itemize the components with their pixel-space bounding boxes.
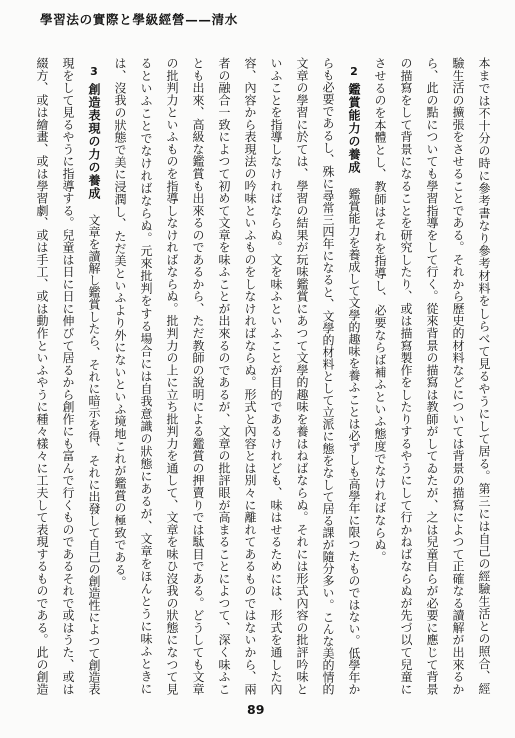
column-text: 文章を讀解し鑑賞したら、それに暗示を得、それに出發して自己の創造性によつて創造表: [87, 214, 101, 695]
column-text: の批判力といふものを指導しなければならぬ。批判力の上に立ち批判力を通して、文章を味ひ沒我の狀態になつて見: [165, 57, 179, 695]
column-text: いふことを指導しなければならぬ。文を味ふといふことが目的であるけれども、味はせるためには、形式を通した內: [269, 57, 283, 695]
text-column: [29, 57, 55, 695]
text-column: [419, 57, 445, 695]
text-column: [263, 57, 289, 695]
section-number: 3: [90, 65, 98, 78]
text-column: [133, 57, 159, 695]
text-column: [289, 57, 315, 695]
text-column: [445, 57, 471, 695]
column-text: とも出來、高級な鑑賞も出來るのであるから、ただ教師の說明による鑑賞の押賣りでは駄目である。どうしても文章: [191, 57, 205, 695]
text-column: [471, 57, 497, 695]
running-header: 學習法の實際と學級經營——清水: [40, 12, 239, 27]
vertical-text-body: [29, 57, 497, 695]
text-column: [159, 57, 185, 695]
column-text: させるのを本體とし、教師はそれを指導し、必要ならば補ふといふ態度でなければならぬ。: [373, 57, 387, 564]
text-column: [55, 57, 81, 695]
column-text: るといふことでなければならぬ。元來批判をする場合には自我意識の狀態にあるが、文章をほんとうに味ふときに: [139, 57, 153, 695]
column-text: の描寫をして背景になることを研究したり、或は描寫製作をしたりするやうにして行かねばならぬが先づ以て兒童に: [399, 57, 413, 695]
column-text: 現をして見るやうに指導する。兒童は日に日に伸びて居るから創作にも富んで行くものであるそれで或はうた、或は: [61, 57, 75, 695]
text-column: [237, 57, 263, 695]
column-text: 驗生活の擴張をさせることである。それから歷史的材料などについては背景の描寫によつて正確なる讀解が出來るか: [451, 57, 465, 695]
column-text: 文章の學習に於ては、學習の結果が玩味鑑賞にあつて文學的趣味を養はねばならぬ。それには形式內容の批評吟味と: [295, 57, 309, 695]
column-text: 容、內容から表現法の吟味といふものをしなければならぬ。形式と內容とは別々に離れてあるものではないから、兩: [243, 57, 257, 695]
column-text: 者の融合一致によつて初めて文章を味ふことが出來るのであるが、文章の批評眼が高まることによつて、深く味ふこ: [217, 57, 231, 695]
text-column: [315, 57, 341, 695]
column-text: 本までは不十分の時に參考書なり參考材料をしらべて見るやうにして居る。第三には自己の經驗生活との照合、經: [477, 57, 491, 695]
column-text: ら、此の點についても學習指導をして行く。從來背景の描寫は教師がしてゐたが、之は兒童自らが必要に應じて背景: [425, 57, 439, 695]
column-text: は、沒我の狀態で美に浸潤し、ただ美といふより外にないといふ境地これが鑑賞の極致である。: [113, 57, 127, 589]
section-column: [81, 57, 107, 695]
section-column: [341, 57, 367, 695]
text-column: [211, 57, 237, 695]
section-heading: 鑑賞能力の養成: [347, 83, 361, 174]
text-column: [107, 57, 133, 695]
section-heading: 創造表現の力の養成: [87, 83, 101, 200]
text-column: [393, 57, 419, 695]
section-number: 2: [350, 65, 358, 78]
text-column: [367, 57, 393, 695]
text-column: [185, 57, 211, 695]
column-text: 鑑賞能力を養成して文學的趣味を養ふことは必ずしも高學年に限つたものではない。低學年か: [347, 188, 361, 695]
column-text: 綴方、或は繪畫、或は學習劇、或は手工、或は動作といふやうに種々樣々に工夫して表現するものである。此の創造: [35, 57, 49, 695]
column-text: らも必要であるし、殊に尋常三四年になると、文學的材料として立派に態をなして居る課が隨分多い。こんな美的情的: [321, 57, 335, 695]
page-number: 89: [247, 702, 265, 717]
